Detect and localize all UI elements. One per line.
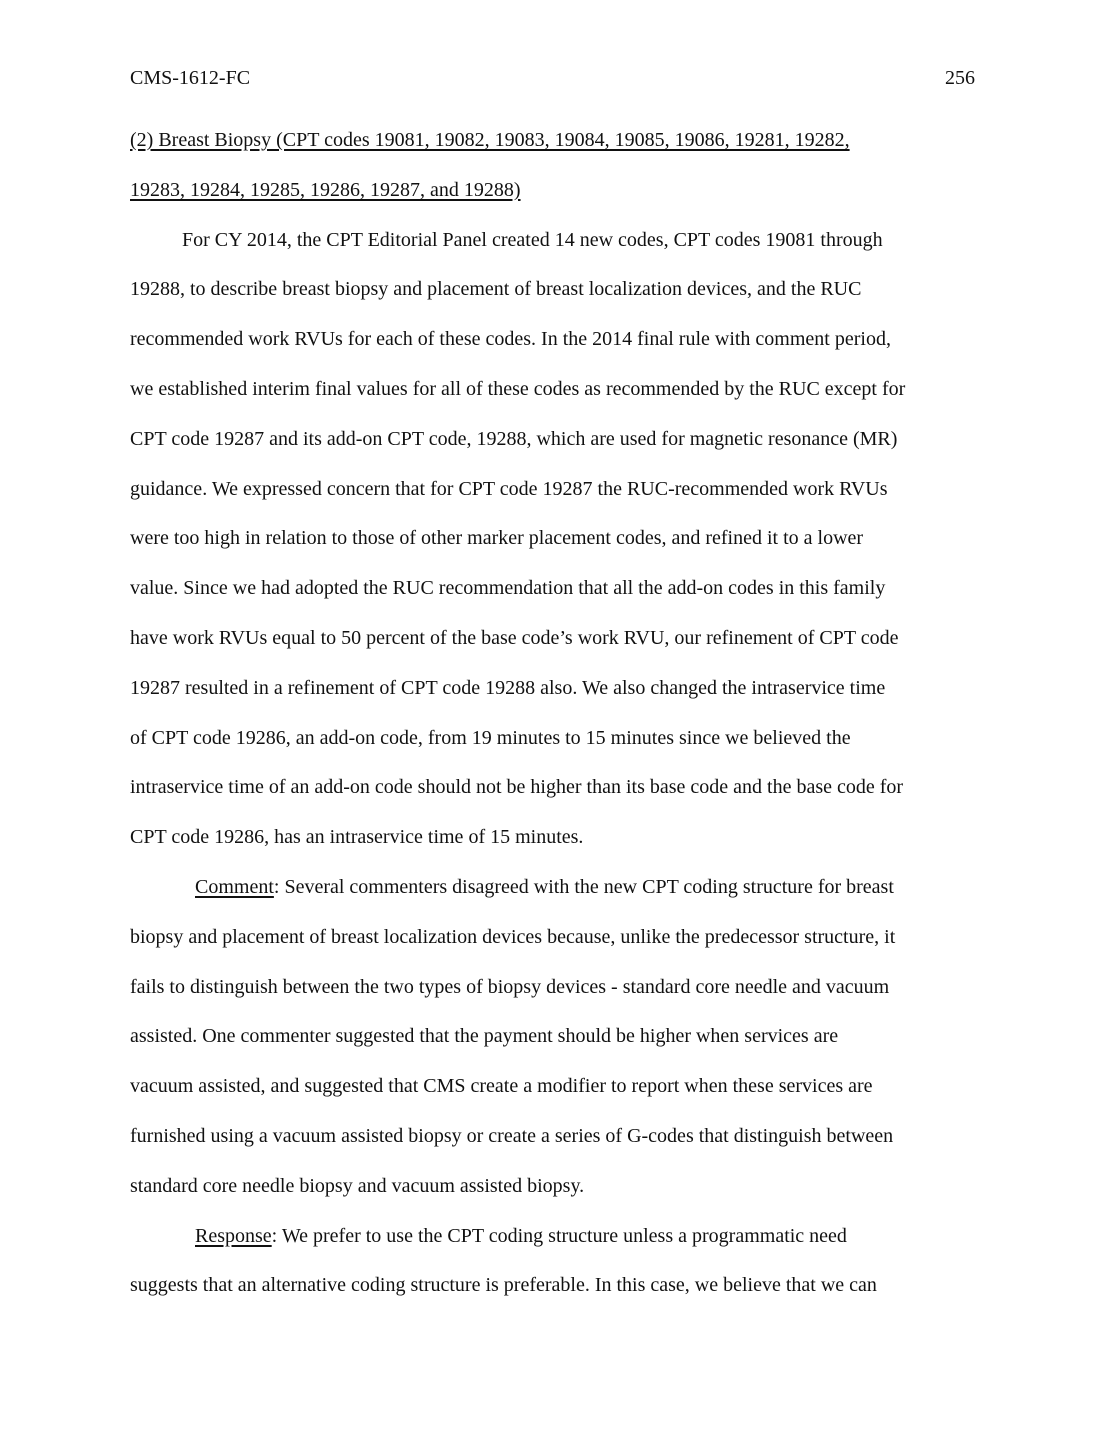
paragraph-line: 19287 resulted in a refinement of CPT code 19288 also. We also changed the intraservice time xyxy=(130,676,886,699)
body-text xyxy=(130,116,975,1311)
comment-first-line-text: : Several commenters disagreed with the new CPT coding structure for breast xyxy=(273,875,894,898)
comment-line: biopsy and placement of breast localization devices because, unlike the predecessor structure, it xyxy=(130,925,896,948)
paragraph-line: guidance. We expressed concern that for CPT code 19287 the RUC-recommended work RVUs xyxy=(130,477,888,500)
comment-line: vacuum assisted, and suggested that CMS create a modifier to report when these services are xyxy=(130,1075,873,1098)
section-heading-line-1: (2) Breast Biopsy (CPT codes 19081, 19082, 19083, 19084, 19085, 19086, 19281, 19282, xyxy=(130,129,850,151)
comment-line: assisted. One commenter suggested that the payment should be higher when services are xyxy=(130,1025,839,1048)
comment-first-line xyxy=(130,863,975,913)
paragraph-line: CPT code 19286, has an intraservice time of 15 minutes. xyxy=(130,826,584,849)
paragraph-line: value. Since we had adopted the RUC recommendation that all the add-on codes in this family xyxy=(130,577,886,600)
response-first-line-text: : We prefer to use the CPT coding structure unless a programmatic need xyxy=(271,1224,847,1247)
comment-line: fails to distinguish between the two types of biopsy devices - standard core needle and vacuum xyxy=(130,975,890,998)
paragraph-line: For CY 2014, the CPT Editorial Panel created 14 new codes, CPT codes 19081 through xyxy=(182,228,883,251)
paragraph-line: 19288, to describe breast biopsy and placement of breast localization devices, and the RUC xyxy=(130,278,862,301)
document-id: CMS-1612-FC xyxy=(130,67,251,89)
response-first-line xyxy=(130,1212,975,1262)
section-heading-line-2: 19283, 19284, 19285, 19286, 19287, and 19288) xyxy=(130,178,521,201)
paragraph-line: CPT code 19287 and its add-on CPT code, 19288, which are used for magnetic resonance (MR) xyxy=(130,427,898,450)
comment-line: standard core needle biopsy and vacuum assisted biopsy. xyxy=(130,1174,585,1197)
comment-label: Comment xyxy=(195,875,274,898)
paragraph-line: of CPT code 19286, an add-on code, from 19 minutes to 15 minutes since we believed the xyxy=(130,726,851,749)
comment-line: furnished using a vacuum assisted biopsy or create a series of G-codes that distinguish between xyxy=(130,1124,894,1147)
paragraph-line: recommended work RVUs for each of these codes. In the 2014 final rule with comment period, xyxy=(130,328,891,351)
paragraph-line: have work RVUs equal to 50 percent of the base code’s work RVU, our refinement of CPT code xyxy=(130,626,899,649)
paragraph-line: were too high in relation to those of other marker placement codes, and refined it to a lower xyxy=(130,527,864,550)
paragraph-line: we established interim final values for all of these codes as recommended by the RUC except for xyxy=(130,377,906,400)
response-line: suggests that an alternative coding structure is preferable. In this case, we believe that we can xyxy=(130,1274,877,1297)
page-number: 256 xyxy=(945,67,975,89)
response-label: Response xyxy=(195,1224,272,1247)
paragraph-line: intraservice time of an add-on code should not be higher than its base code and the base code for xyxy=(130,776,904,799)
